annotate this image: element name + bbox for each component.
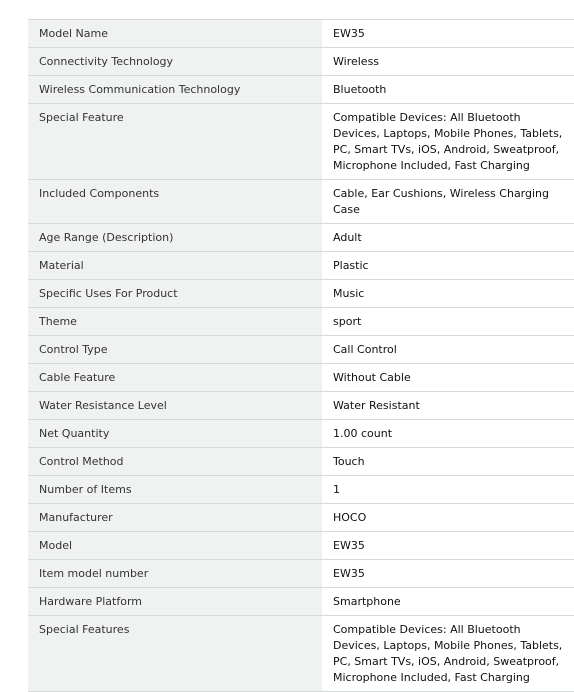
spec-value: EW35 [322,560,574,588]
spec-label: Manufacturer [28,504,322,532]
spec-row [28,104,574,180]
spec-value: Compatible Devices: All Bluetooth Devices, Laptops, Mobile Phones, Tablets, PC, Smart TVs, iOS, Android, Sweatproof, Microphone Included, Fast Charging [322,104,574,180]
spec-label: Cable Feature [28,364,322,392]
product-specifications-table [28,19,574,692]
spec-row [28,392,574,420]
spec-row [28,420,574,448]
spec-label: Item model number [28,560,322,588]
spec-label: Control Type [28,336,322,364]
spec-value: Bluetooth [322,76,574,104]
spec-row [28,476,574,504]
spec-row [28,252,574,280]
spec-label: Water Resistance Level [28,392,322,420]
spec-label: Hardware Platform [28,588,322,616]
spec-value: 1 [322,476,574,504]
spec-value: Cable, Ear Cushions, Wireless Charging Case [322,180,574,224]
spec-value: HOCO [322,504,574,532]
spec-table-body [28,20,574,692]
spec-value: EW35 [322,20,574,48]
spec-row [28,224,574,252]
spec-value: Smartphone [322,588,574,616]
spec-row [28,48,574,76]
spec-label: Material [28,252,322,280]
spec-value: Without Cable [322,364,574,392]
spec-value: Plastic [322,252,574,280]
spec-row [28,448,574,476]
spec-row [28,504,574,532]
spec-label: Special Features [28,616,322,692]
spec-label: Number of Items [28,476,322,504]
spec-label: Net Quantity [28,420,322,448]
spec-row [28,308,574,336]
spec-label: Age Range (Description) [28,224,322,252]
spec-row [28,364,574,392]
spec-row [28,180,574,224]
spec-row [28,336,574,364]
spec-label: Theme [28,308,322,336]
spec-value: 1.00 count [322,420,574,448]
spec-row [28,20,574,48]
spec-label: Special Feature [28,104,322,180]
spec-value: sport [322,308,574,336]
spec-value: EW35 [322,532,574,560]
spec-value: Adult [322,224,574,252]
spec-row [28,280,574,308]
spec-value: Music [322,280,574,308]
spec-value: Wireless [322,48,574,76]
spec-label: Connectivity Technology [28,48,322,76]
spec-value: Compatible Devices: All Bluetooth Devices, Laptops, Mobile Phones, Tablets, PC, Smart TVs, iOS, Android, Sweatproof, Microphone Included, Fast Charging [322,616,574,692]
spec-row [28,76,574,104]
spec-value: Call Control [322,336,574,364]
spec-label: Model Name [28,20,322,48]
spec-row [28,532,574,560]
spec-value: Touch [322,448,574,476]
spec-label: Wireless Communication Technology [28,76,322,104]
spec-label: Included Components [28,180,322,224]
spec-row [28,616,574,692]
spec-label: Control Method [28,448,322,476]
spec-row [28,588,574,616]
spec-label: Model [28,532,322,560]
spec-label: Specific Uses For Product [28,280,322,308]
spec-value: Water Resistant [322,392,574,420]
spec-row [28,560,574,588]
